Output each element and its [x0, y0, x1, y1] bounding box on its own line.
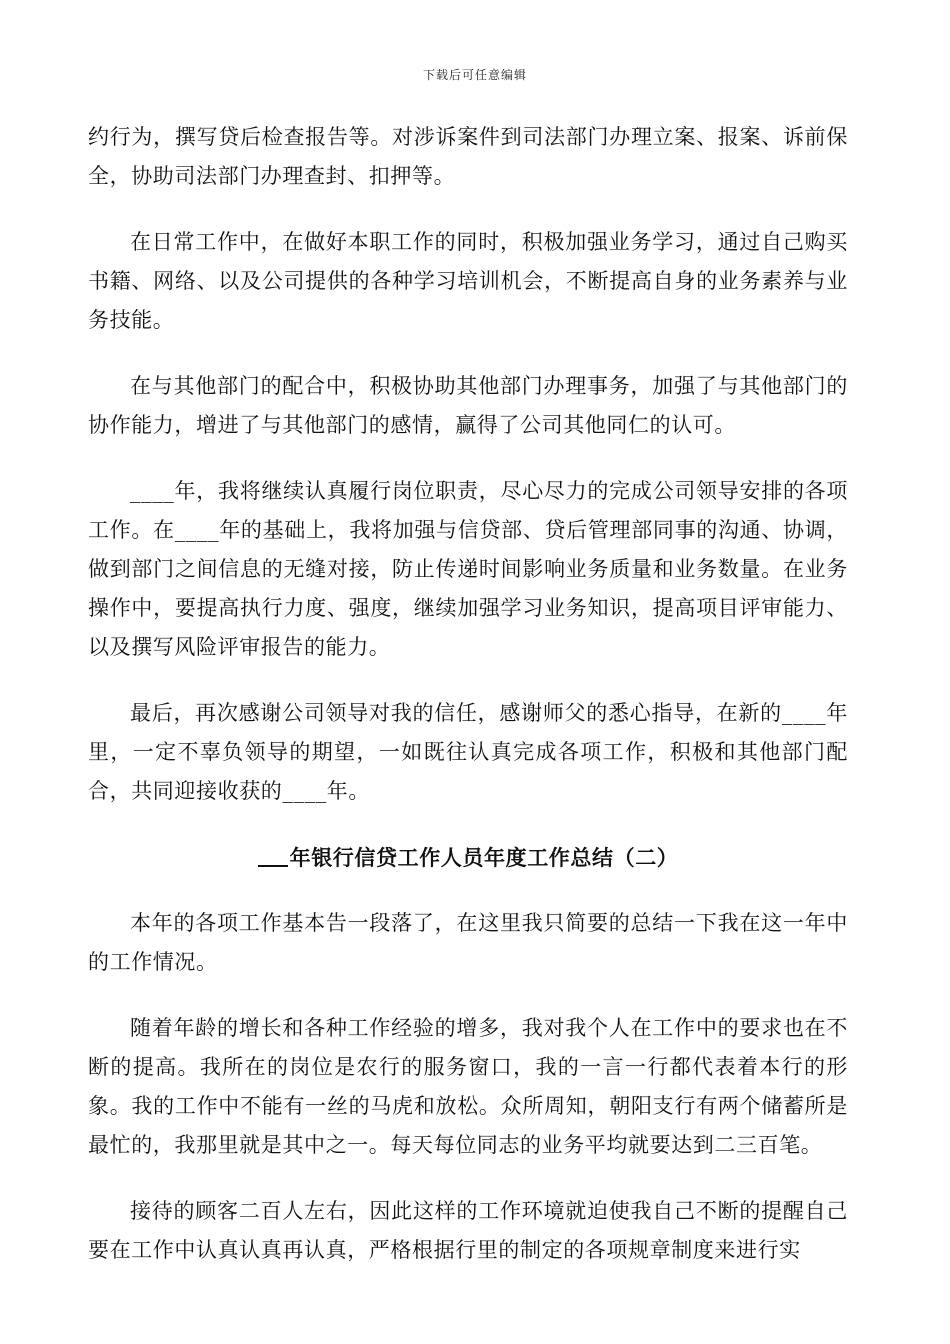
- header-note: 下载后可任意编辑: [422, 68, 527, 82]
- paragraph-intro: 本年的各项工作基本告一段落了，在这里我只简要的总结一下我在这一年中的工作情况。: [88, 911, 848, 974]
- paragraph-experience: 随着年龄的增长和各种工作经验的增多，我对我个人在工作中的要求也在不断的提高。我所在的岗位是农行的服务窗口，我的一言一行都代表着本行的形象。我的工作中不能有一丝的马虎和放松。众所周知，朝阳支行有两个储蓄所是最忙的，我那里就是其中之一。每天每位同志的业务平均就要达到二三百笔。: [88, 1016, 848, 1157]
- paragraph-study: 在日常工作中，在做好本职工作的同时，积极加强业务学习，通过自己购买书籍、网络、以及公司提供的各种学习培训机会，不断提高自身的业务素养与业务技能。: [88, 230, 848, 332]
- section-heading: [88, 838, 848, 877]
- paragraph-continuation: 约行为，撰写贷后检查报告等。对涉诉案件到司法部门办理立案、报案、诉前保全，协助司法部门办理查封、扣押等。: [88, 125, 848, 188]
- heading-blank-line: [258, 845, 288, 867]
- document-body: [88, 118, 848, 1297]
- paragraph-plan: ____年，我将继续认真履行岗位职责，尽心尽力的完成公司领导安排的各项工作。在____年的基础上，我将加强与信贷部、贷后管理部同事的沟通、协调，做到部门之间信息的无缝对接，防止传递时间影响业务质量和业务数量。在业务操作中，要提高执行力度、强度，继续加强学习业务知识，提高项目评审能力、以及撰写风险评审报告的能力。: [88, 479, 848, 659]
- paragraph-cooperation: 在与其他部门的配合中，积极协助其他部门办理事务，加强了与其他部门的协作能力，增进了与其他部门的感情，赢得了公司其他同仁的认可。: [88, 374, 848, 437]
- paragraph-thanks: 最后，再次感谢公司领导对我的信任，感谢师父的悉心指导，在新的____年里，一定不辜负领导的期望，一如既往认真完成各项工作，积极和其他部门配合，共同迎接收获的____年。: [88, 701, 848, 803]
- section-heading-text: 年银行信贷工作人员年度工作总结（二）: [289, 845, 679, 870]
- paragraph-customers: 接待的顾客二百人左右，因此这样的工作环境就迫使我自己不断的提醒自己要在工作中认真认真再认真，严格根据行里的制定的各项规章制度来进行实: [88, 1199, 848, 1262]
